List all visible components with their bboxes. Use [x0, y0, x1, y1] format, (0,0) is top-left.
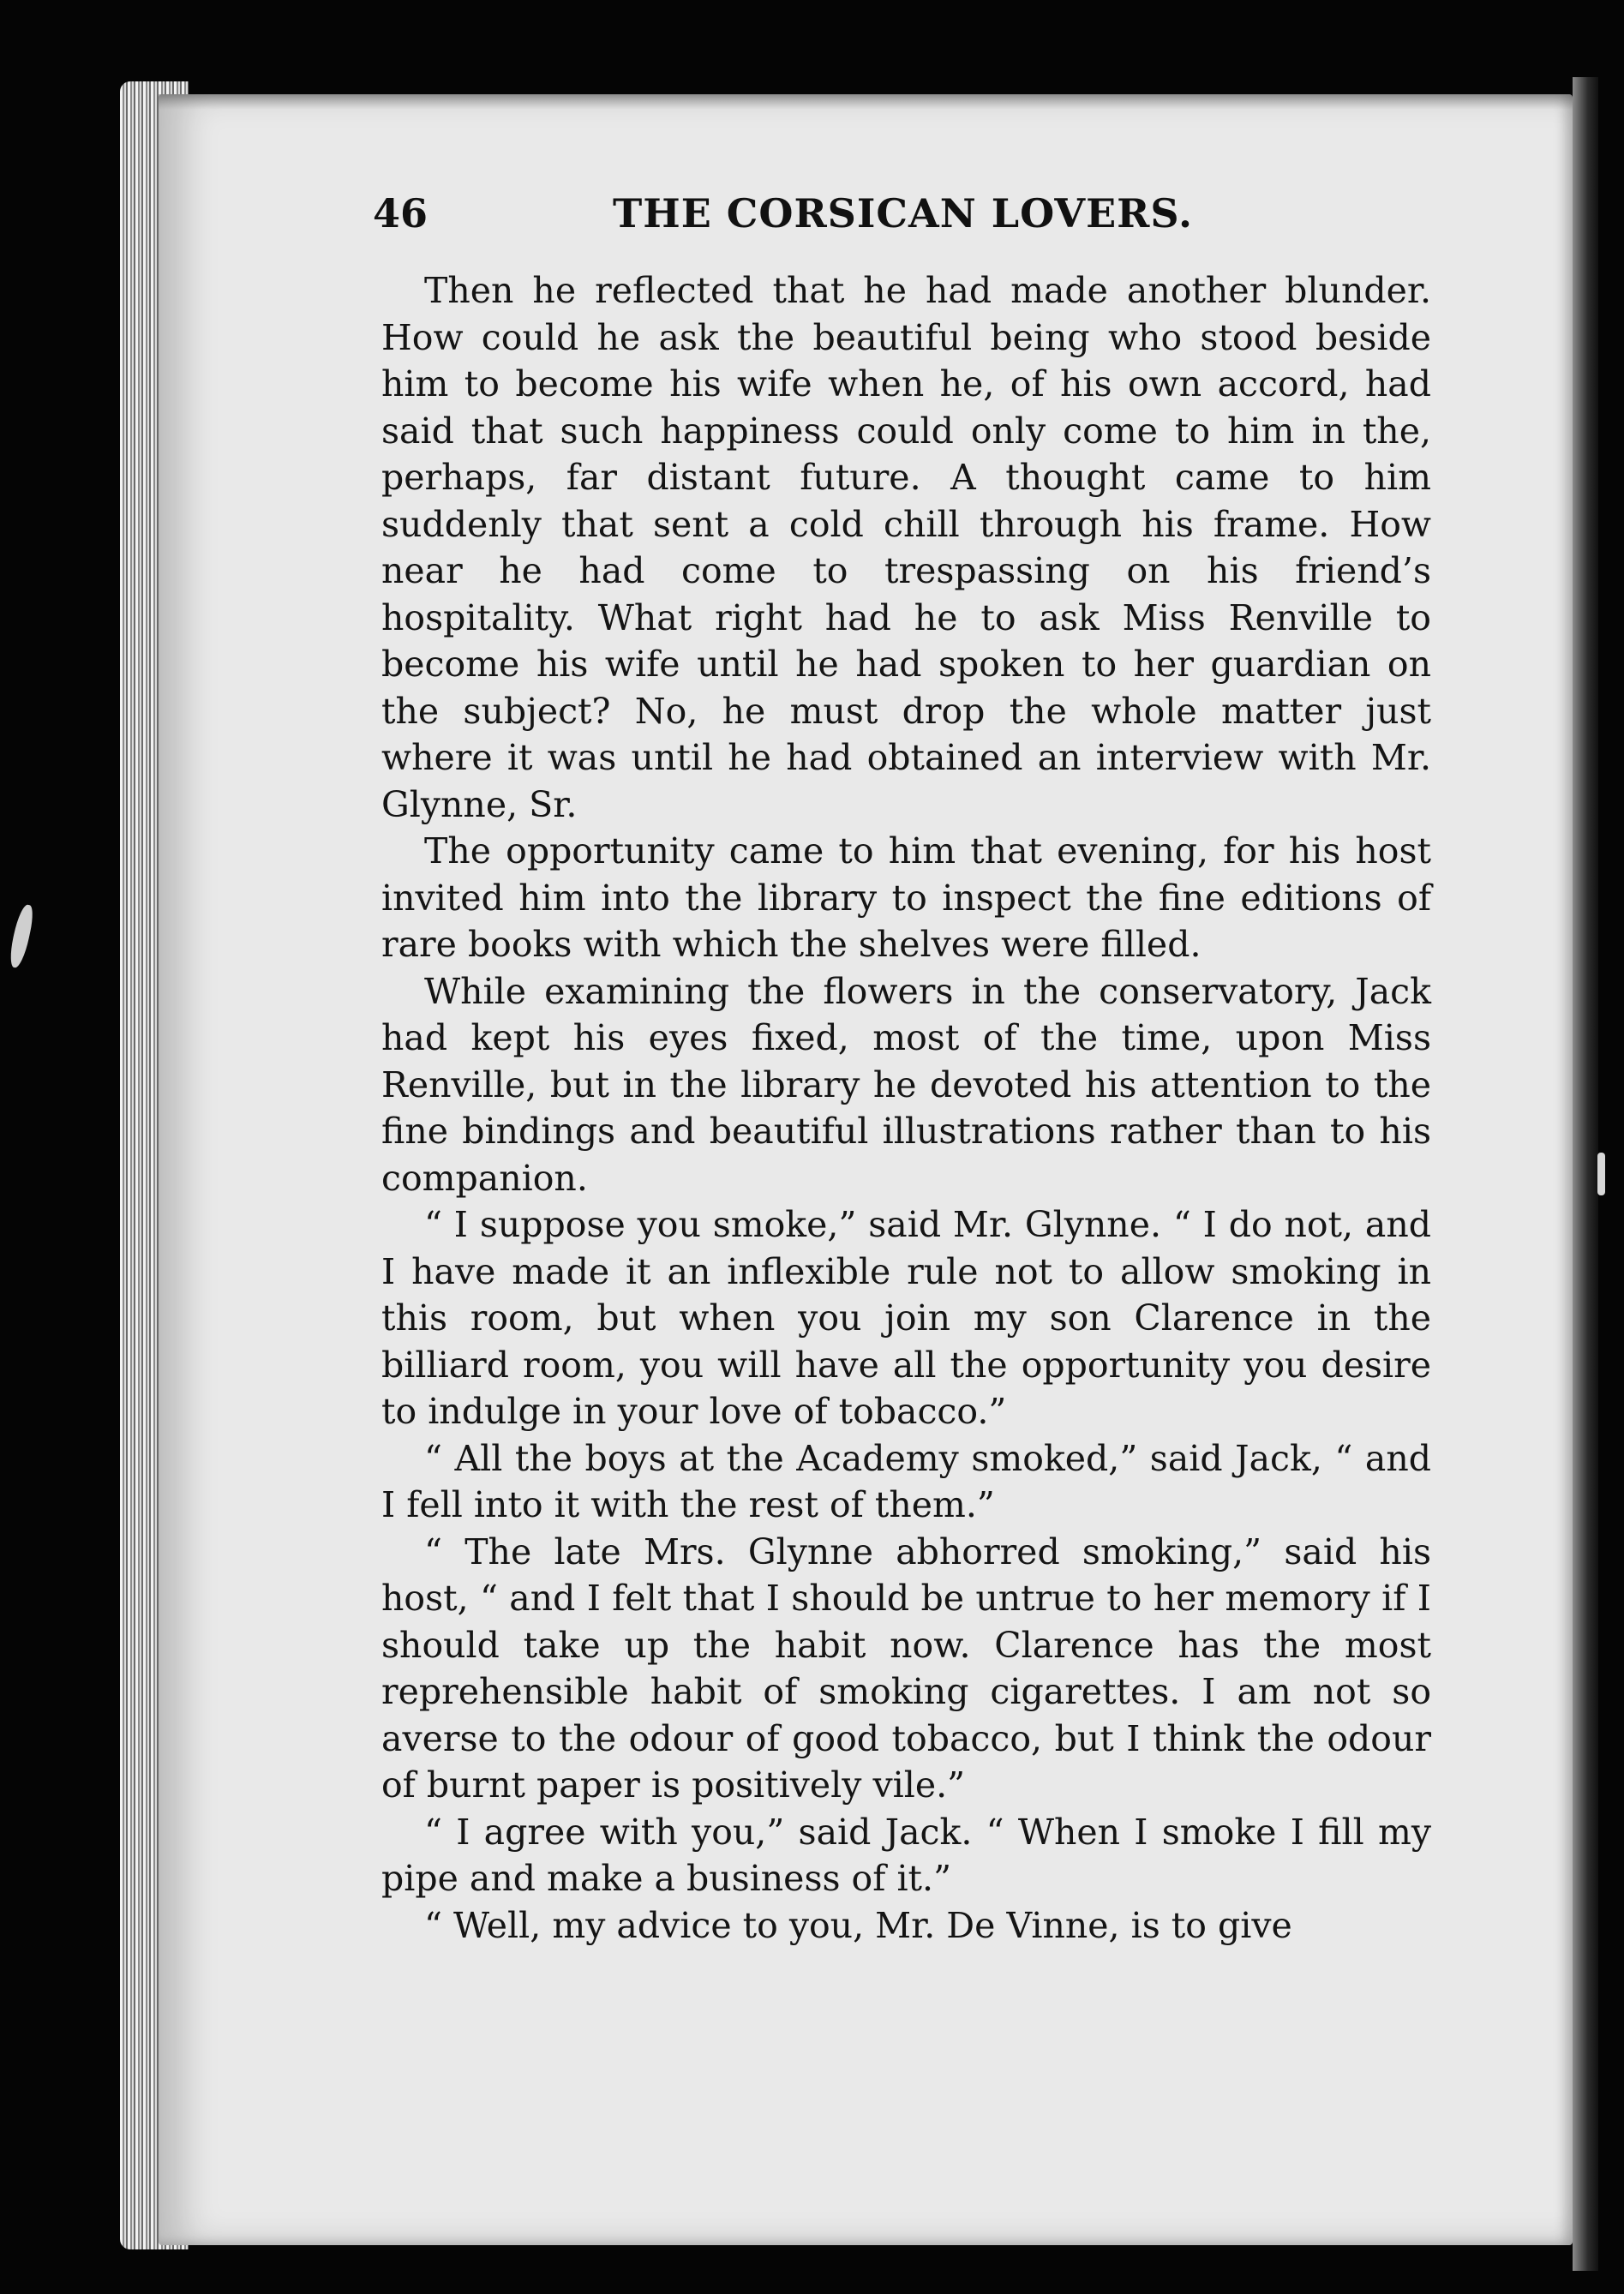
book-spine-edge	[1573, 77, 1598, 2271]
scan-artifact-left	[7, 903, 35, 969]
paragraph: “ I agree with you,” said Jack. “ When I smoke I fill my pipe and make a business of it.”	[381, 1811, 1431, 1899]
paragraph: “ Well, my advice to you, Mr. De Vinne, is to give	[424, 1904, 1292, 1946]
page-number: 46	[373, 190, 428, 237]
paragraph: “ The late Mrs. Glynne abhorred smoking,” said his host, “ and I felt that I should be untrue to her memory if I should take up the habit now. Clarence has the most reprehensible habit of smoking cigarettes. I am not so averse to the odour of good tobacco, but I think the odour of burnt paper is positively vile.”	[381, 1530, 1431, 1806]
paragraph: “ All the boys at the Academy smoked,” said Jack, “ and I fell into it with the rest of them.”	[381, 1437, 1431, 1525]
paragraph: While examining the flowers in the conservatory, Jack had kept his eyes fixed, most of the time, upon Miss Renville, but in the library he devoted his attention to the fine bindings and beautiful illustrations rather than to his companion.	[381, 970, 1431, 1199]
page-top-shadow	[159, 94, 1573, 110]
text-body	[381, 267, 1431, 1949]
paragraph: The opportunity came to him that evening, for his host invited him into the library to inspect the fine editions of rare books with which the shelves were filled.	[381, 830, 1431, 965]
scan-artifact-right	[1597, 1153, 1605, 1195]
running-title: THE CORSICAN LOVERS.	[613, 190, 1193, 237]
paragraph: Then he reflected that he had made another blunder. How could he ask the beautiful being who stood beside him to become his wife when he, of his own accord, had said that such happiness could only come to him in the, perhaps, far distant future. A thought came to him suddenly that sent a cold chill through his frame. How near he had come to trespassing on his friend’s hospitality. What right had he to ask Miss Renville to become his wife until he had spoken to her guardian on the subject? No, he must drop the whole matter just where it was until he had obtained an interview with Mr. Glynne, Sr.	[381, 270, 1431, 825]
page-header	[373, 190, 1427, 250]
paragraph: “ I suppose you smoke,” said Mr. Glynne. “ I do not, and I have made it an inflexible rule not to allow smoking in this room, but when you join my son Clarence in the billiard room, you will have all the opportunity you desire to indulge in your love of tobacco.”	[381, 1204, 1431, 1432]
